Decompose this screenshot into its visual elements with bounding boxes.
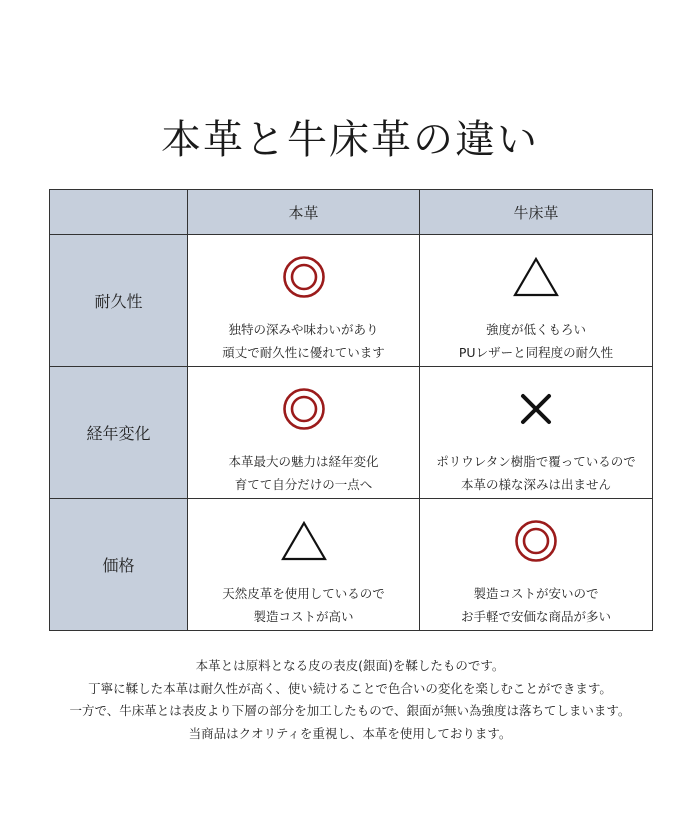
note-line: 当商品はクオリティを重視し、本革を使用しております。 [188,725,512,741]
cell-text-line: 本革の様な深みは出ません [460,477,611,492]
cell-text-line: 独特の深みや味わいがあり [228,322,379,337]
triangle-icon [513,257,559,297]
symbol-slot [188,386,419,432]
row-label-aging: 経年変化 [50,367,188,499]
cell-text-line: 頑丈で耐久性に優れています [222,345,385,360]
row-label-durability: 耐久性 [50,235,188,367]
symbol-slot [420,518,652,564]
note-line: 本革とは原料となる皮の表皮(銀面)を鞣したものです。 [195,658,505,673]
double-circle-icon [282,387,326,431]
row-label-price: 価格 [50,499,188,631]
note-line: 一方で、牛床革とは表皮より下層の部分を加工したもので、銀面が無い為強度は落ちてしまいます。 [69,703,631,718]
symbol-slot [188,518,419,564]
cell-text-line: PUレザーと同程度の耐久性 [458,345,614,360]
column-header-split-leather: 牛床革 [420,190,653,235]
symbol-slot [420,386,652,432]
cell-text-line: 強度が低くもろい [485,322,586,337]
note-line: 丁寧に鞣した本革は耐久性が高く、使い続けることで色合いの変化を楽しむことができます。 [88,680,612,696]
cell-text-line: ポリウレタン樹脂で覆っているので [436,454,636,469]
symbol-slot [420,254,652,300]
cell-text-line: 本革最大の魅力は経年変化 [228,454,379,469]
table-row [50,499,653,631]
cell-text-line: 育てて自分だけの一点へ [234,477,373,492]
cell-text-line: 製造コストが安いので [473,586,599,601]
cell-durability-split [420,235,653,367]
double-circle-icon [514,519,558,563]
triangle-icon [281,521,327,561]
table-header-row [50,190,653,235]
table-row [50,235,653,367]
comparison-table [49,189,653,631]
cell-text-line: お手軽で安価な商品が多い [460,609,611,624]
cross-icon [519,392,553,426]
page-title: 本革と牛床革の違い [161,117,539,163]
cell-aging-genuine [188,367,420,499]
symbol-slot [188,254,419,300]
column-header-genuine-leather: 本革 [188,190,420,235]
cell-text-line: 製造コストが高い [253,609,354,624]
header-corner-cell [50,190,188,235]
cell-aging-split [420,367,653,499]
cell-text-line: 天然皮革を使用しているので [222,586,385,601]
cell-price-split [420,499,653,631]
cell-price-genuine [188,499,420,631]
explanation-note [0,655,700,745]
double-circle-icon [282,255,326,299]
cell-durability-genuine [188,235,420,367]
table-row [50,367,653,499]
